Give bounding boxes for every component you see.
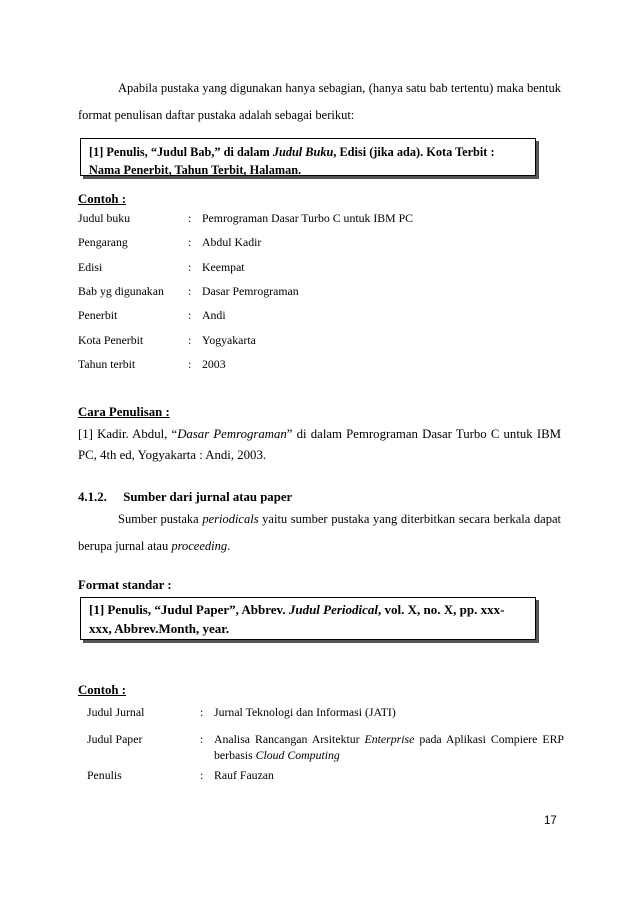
- box1-text-2: , Edisi (jika ada). Kota Terbit : Nama Penerbit, Tahun Terbit, Halaman.: [89, 145, 495, 177]
- row-label: Penerbit: [78, 308, 118, 323]
- format-standar-heading: Format standar :: [78, 578, 172, 592]
- box2-text-2: , vol. X, no. X, pp. xxx-xxx, Abbrev.Month, year.: [89, 602, 505, 636]
- row-label: Penulis: [87, 768, 122, 782]
- row-separator: :: [200, 768, 204, 782]
- citation-format-box-paper: [80, 597, 536, 640]
- row-label: Judul Jurnal: [87, 705, 145, 719]
- row-value: [214, 731, 564, 763]
- row-value: 2003: [202, 356, 226, 371]
- paper-title-text-1: Analisa Rancangan Arsitektur: [214, 732, 365, 746]
- section-text-2: yaitu sumber pustaka yang diterbitkan secara berkala dapat berupa jurnal atau: [78, 512, 561, 553]
- intro-paragraph: [78, 75, 561, 129]
- box2-text-1: [1] Penulis, “Judul Paper”, Abbrev.: [89, 602, 289, 617]
- row-label: Pengarang: [78, 235, 128, 250]
- paper-title-italic-2: Cloud Computing: [255, 748, 340, 762]
- row-value: Dasar Pemrograman: [202, 283, 299, 298]
- row-value: Keempat: [202, 259, 245, 274]
- paper-title-italic-1: Enterprise: [364, 732, 415, 746]
- row-separator: :: [188, 259, 192, 274]
- row-separator: :: [188, 332, 192, 347]
- intro-text: Apabila pustaka yang digunakan hanya sebagian, (hanya satu bab tertentu) maka bentuk format penulisan daftar pustaka adalah sebagai berikut:: [78, 81, 561, 122]
- row-separator: :: [188, 308, 192, 323]
- section-paragraph: [78, 506, 561, 560]
- row-separator: :: [200, 732, 204, 746]
- cara-penulisan-heading: Cara Penulisan :: [78, 405, 170, 419]
- row-value: Pemrograman Dasar Turbo C untuk IBM PC: [202, 211, 414, 225]
- section-italic-2: proceeding: [171, 539, 228, 553]
- cara-text-1: [1] Kadir. Abdul, “: [78, 427, 178, 441]
- row-label: Tahun terbit: [78, 356, 136, 371]
- cara-text-2: ” di dalam Pemrograman Dasar Turbo C untuk IBM PC, 4th ed, Yogyakarta : Andi, 2003.: [78, 427, 561, 462]
- row-separator: :: [188, 211, 192, 225]
- contoh-heading-1: Contoh :: [78, 192, 126, 206]
- paper-title-text-2: pada Aplikasi Compiere ERP berbasis: [214, 732, 564, 762]
- row-value: Rauf Fauzan: [214, 768, 274, 782]
- section-number: 4.1.2.: [78, 490, 107, 504]
- box2-italic: Judul Periodical: [288, 602, 379, 617]
- section-italic-1: periodicals: [202, 512, 259, 526]
- cara-penulisan-text: [78, 424, 561, 466]
- section-text-3: .: [227, 539, 231, 553]
- box1-italic: Judul Buku: [272, 145, 334, 159]
- row-separator: :: [188, 235, 192, 250]
- page-number: 17: [544, 815, 557, 827]
- row-label: Bab yg digunakan: [78, 283, 164, 298]
- section-title: Sumber dari jurnal atau paper: [123, 490, 293, 504]
- row-separator: :: [188, 356, 192, 371]
- row-value: Yogyakarta: [202, 332, 256, 347]
- row-separator: :: [188, 283, 192, 298]
- cara-italic: Dasar Pemrograman: [177, 427, 287, 441]
- section-text-1: Sumber pustaka: [118, 512, 203, 526]
- citation-format-box-chapter: [80, 138, 536, 176]
- contoh-heading-2: Contoh :: [78, 683, 126, 697]
- row-separator: :: [200, 705, 204, 719]
- row-label: Edisi: [78, 259, 103, 274]
- box1-text-1: [1] Penulis, “Judul Bab,” di dalam: [89, 145, 273, 159]
- row-value: Jurnal Teknologi dan Informasi (JATI): [214, 705, 396, 719]
- row-value: Andi: [202, 308, 226, 323]
- row-label: Judul Paper: [87, 732, 143, 746]
- section-heading: [78, 490, 292, 505]
- row-label: Judul buku: [78, 211, 131, 225]
- row-label: Kota Penerbit: [78, 332, 144, 347]
- row-value: Abdul Kadir: [202, 235, 262, 250]
